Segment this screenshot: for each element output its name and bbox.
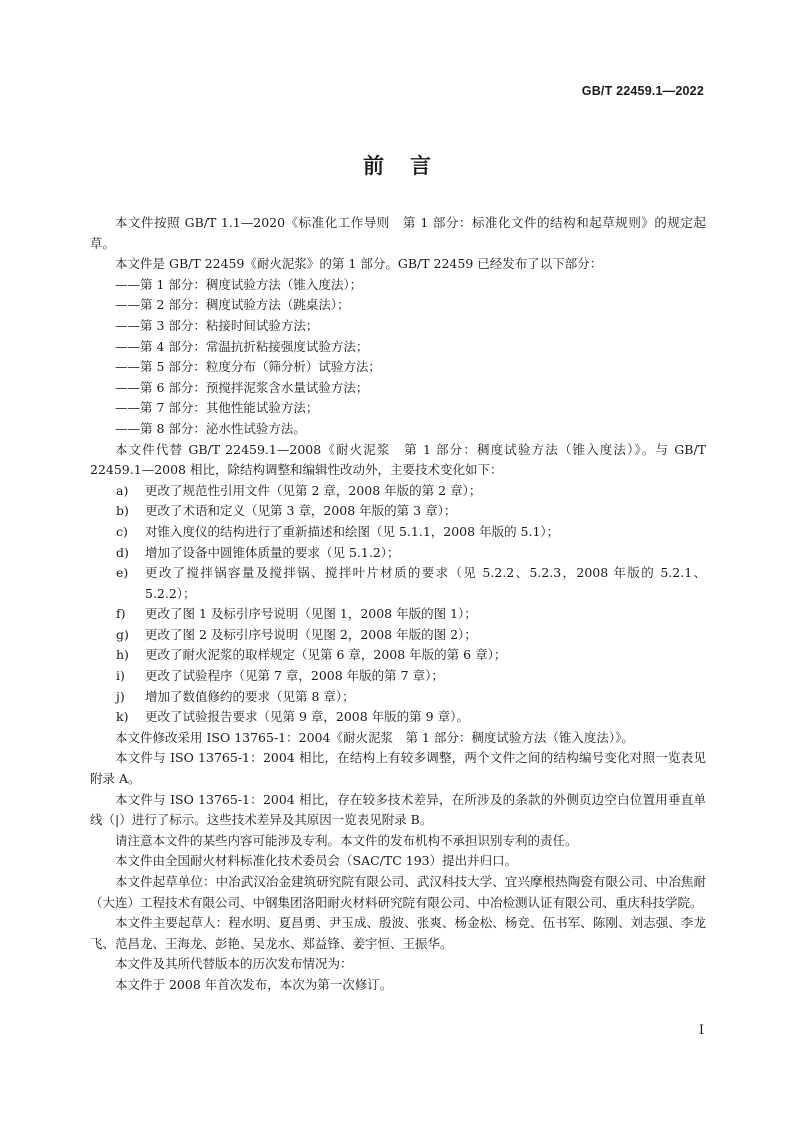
- list-item: [90, 543, 706, 564]
- paragraph-history-intro: 本文件及其所代替版本的历次发布情况为：: [115, 956, 353, 972]
- list-marker: h): [116, 647, 129, 663]
- paragraph-history: 本文件于 2008 年首次发布，本次为第一次修订。: [115, 976, 393, 992]
- list-item: ——第 5 部分：粒度分布（筛分析）试验方法；: [115, 359, 381, 375]
- list-item: ——第 3 部分：粘接时间试验方法；: [115, 317, 319, 333]
- list-item-text: 更改了试验报告要求（见第 9 章，2008 年版的第 9 章）。: [145, 709, 469, 725]
- list-marker: f): [116, 606, 126, 622]
- list-item: [90, 604, 706, 625]
- paragraph-drafting-rules: 本文件按照 GB/T 1.1—2020《标准化工作导则 第 1 部分：标准化文件的结构和起草规则》的规定起草。: [90, 215, 706, 251]
- list-marker: a): [116, 482, 129, 498]
- paragraph-series-intro: 本文件是 GB/T 22459《耐火泥浆》的第 1 部分。GB/T 22459 已经发布了以下部分：: [115, 256, 603, 272]
- paragraph-iso-adoption: 本文件修改采用 ISO 13765-1：2004《耐火泥浆 第 1 部分：稠度试验方法（锥入度法）》。: [115, 729, 634, 745]
- list-marker: e): [116, 565, 129, 581]
- list-marker: k): [116, 709, 129, 725]
- list-marker: j): [116, 688, 125, 704]
- paragraph-committee: 本文件由全国耐火材料标准化技术委员会（SAC/TC 193）提出并归口。: [115, 853, 518, 869]
- paragraph-technical-differences: 本文件与 ISO 13765-1：2004 相比，存在较多技术差异，在所涉及的条款的外侧页边空白位置用垂直单线（|）进行了标示。这些技术差异及其原因一览表见附录 B。: [90, 791, 706, 828]
- list-item-text: 更改了规范性引用文件（见第 2 章，2008 年版的第 2 章）；: [145, 482, 482, 498]
- list-marker: d): [116, 544, 129, 560]
- document-body: [90, 213, 706, 996]
- list-item: ——第 2 部分：稠度试验方法（跳桌法）；: [115, 297, 350, 313]
- list-item-text: 更改了试验程序（见第 7 章，2008 年版的第 7 章）；: [145, 668, 444, 684]
- list-item-text: 对锥入度仪的结构进行了重新描述和绘图（见 5.1.1，2008 年版的 5.1）；: [145, 523, 560, 539]
- paragraph-patent-notice: 请注意本文件的某些内容可能涉及专利。本文件的发布机构不承担识别专利的责任。: [115, 832, 578, 848]
- list-item: ——第 6 部分：预搅拌泥浆含水量试验方法；: [115, 379, 369, 395]
- list-item: ——第 4 部分：常温抗折粘接强度试验方法；: [115, 338, 369, 354]
- list-item: [90, 563, 706, 604]
- list-item: ——第 1 部分：稠度试验方法（锥入度法）；: [115, 276, 363, 292]
- list-item: [90, 707, 706, 728]
- list-item-text: 更改了图 1 及标引序号说明（见图 1，2008 年版的图 1）；: [145, 606, 477, 622]
- paragraph-structure-differences: 本文件与 ISO 13765-1：2004 相比，在结构上有较多调整，两个文件之间的结构编号变化对照一览表见附录 A。: [90, 750, 706, 787]
- list-marker: g): [116, 626, 129, 642]
- paragraph-drafting-units: 本文件起草单位：中冶武汉冶金建筑研究院有限公司、武汉科技大学、宜兴摩根热陶瓷有限公司、中冶焦耐（大连）工程技术有限公司、中钢集团洛阳耐火材料研究院有限公司、中冶检测认证有限公司、重庆科技学院。: [90, 874, 706, 910]
- list-item: [90, 645, 706, 666]
- list-item: ——第 7 部分：其他性能试验方法；: [115, 400, 319, 416]
- list-marker: b): [116, 503, 129, 519]
- list-item: [90, 625, 706, 646]
- list-item: [90, 481, 706, 502]
- page-number: I: [698, 1023, 704, 1038]
- list-item: [90, 522, 706, 543]
- list-item-text: 增加了设备中圆锥体质量的要求（见 5.1.2）；: [145, 544, 400, 560]
- list-item-text: 更改了耐火泥浆的取样规定（见第 6 章，2008 年版的第 6 章）；: [145, 647, 507, 663]
- list-item-text: 更改了术语和定义（见第 3 章，2008 年版的第 3 章）；: [145, 503, 457, 519]
- list-item-text: 更改了图 2 及标引序号说明（见图 2，2008 年版的图 2）；: [145, 626, 477, 642]
- list-item: [90, 501, 706, 522]
- page-title: 前言: [363, 154, 457, 178]
- paragraph-replacement: 本文件代替 GB/T 22459.1—2008《耐火泥浆 第 1 部分：稠度试验方法（锥入度法）》。与 GB/T 22459.1—2008 相比，除结构调整和编辑性改动外，主要技术变化如下：: [90, 441, 706, 478]
- list-item: [90, 666, 706, 687]
- list-item-text: 更改了搅拌锅容量及搅拌锅、搅拌叶片材质的要求（见 5.2.2、5.2.3，2008 年版的 5.2.1、5.2.2）；: [145, 565, 706, 601]
- list-item-text: 增加了数值修约的要求（见第 8 章）；: [145, 688, 355, 704]
- parts-list: [90, 275, 706, 440]
- standard-number: GB/T 22459.1—2022: [581, 84, 704, 98]
- list-item: ——第 8 部分：泌水性试验方法。: [115, 420, 306, 436]
- list-item: [90, 687, 706, 708]
- list-marker: i): [116, 668, 125, 684]
- changes-list: [90, 481, 706, 728]
- list-marker: c): [116, 523, 128, 539]
- paragraph-drafters: 本文件主要起草人：程水明、夏昌勇、尹玉成、殷波、张爽、杨金松、杨竞、伍书军、陈刚、刘志强、李龙飞、范昌龙、王海龙、彭艳、吴龙水、郑益锋、姜宇恒、王振华。: [90, 915, 706, 951]
